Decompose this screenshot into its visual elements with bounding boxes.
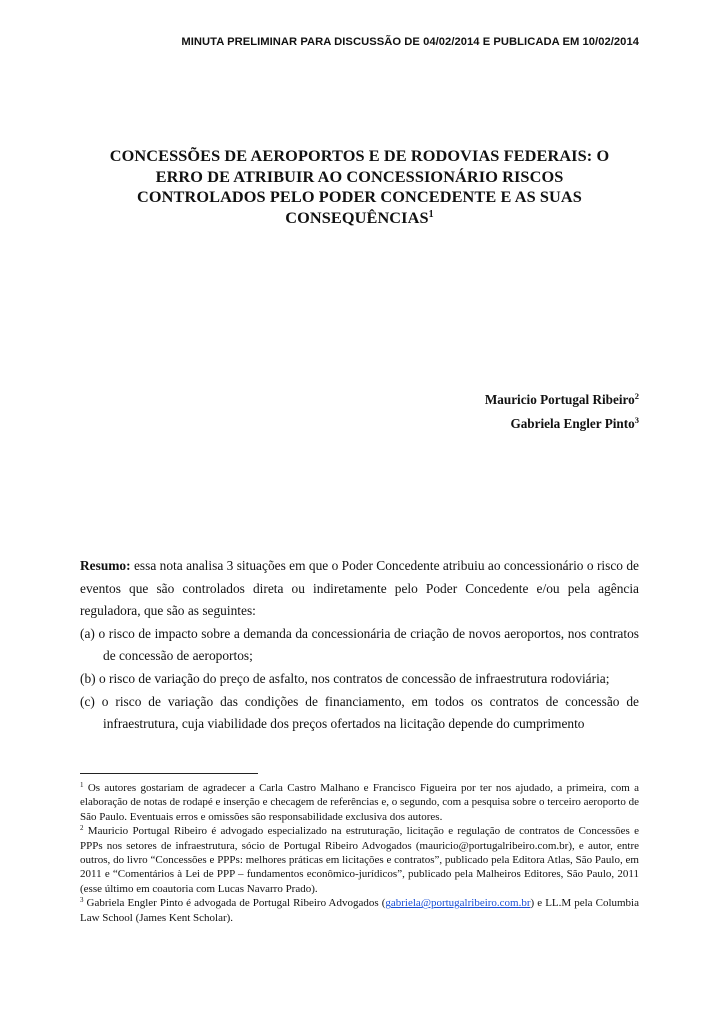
footnote-2	[80, 824, 639, 896]
footnote-mark: 2	[80, 824, 84, 833]
author-name-text: Gabriela Engler Pinto	[510, 416, 635, 431]
footnote-1	[80, 781, 639, 824]
footnote-divider	[80, 773, 258, 774]
author-name	[80, 412, 639, 436]
abstract-item: (a) o risco de impacto sobre a demanda da concessionária de criação de novos aeroportos, nos contratos de concessão de aeroportos;	[80, 625, 639, 664]
footnote-3	[80, 896, 639, 925]
abstract-text: essa nota analisa 3 situações em que o Poder Concedente atribuiu ao concessionário o risco de eventos que são controlados direta ou indiretamente pelo Poder Concedente e/ou pela agência reguladora, que são as seguintes:	[80, 558, 639, 619]
document-title	[80, 146, 639, 228]
footnote-ref-1[interactable]: 1	[428, 208, 434, 220]
title-line: CONTROLADOS PELO PODER CONCEDENTE E AS SUAS	[137, 187, 582, 206]
title-line	[80, 208, 639, 229]
footnote-text: Gabriela Engler Pinto é advogada de Portugal Ribeiro Advogados (	[83, 897, 386, 910]
abstract	[80, 555, 639, 736]
footnote-text: ) e LL.M pela Columbia Law School (James Kent Scholar).	[80, 897, 640, 924]
author-name-text: Mauricio Portugal Ribeiro	[484, 392, 635, 407]
abstract-item: (c) o risco de variação das condições de financiamento, em todos os contratos de concessão de infraestrutura, cuja viabilidade dos preços ofertados na licitação depende do cumprimento	[80, 693, 639, 732]
footnote-ref-2[interactable]: 2	[634, 391, 639, 401]
title-last-words: CONSEQUÊNCIAS	[285, 207, 429, 227]
footnote-ref-3[interactable]: 3	[634, 415, 639, 425]
author-list	[80, 388, 639, 436]
footnote-text: Os autores gostariam de agradecer a Carla Castro Malhano e Francisco Figueira por ter nos ajudado, a primeira, com a elaboração de notas de rodapé e inserção e checagem de referências e, o segundo, com a pesquisa sobre o terceiro aeroporto de São Paulo. Eventuais erros e omissões são responsabilidade exclusiva dos autores.	[80, 782, 639, 823]
title-line: CONCESSÕES DE AEROPORTOS E DE RODOVIAS FEDERAIS: O	[109, 146, 610, 165]
abstract-intro	[80, 555, 639, 623]
footnote-text: Mauricio Portugal Ribeiro é advogado especializado na estruturação, licitação e regulação de contratos de Concessões e PPPs nos setores de infraestrutura, sócio de Portugal Ribeiro Advogados (mauricio@portugalribeiro.com.br), e autor, entre outros, do livro “Concessões e PPPs: melhores práticas em licitações e contratos”, publicado pela Editora Atlas, São Paulo, em 2011 e “Comentários à Lei de PPP – fundamentos econômico-jurídicos”, publicado pela Malheiros Editores, São Paulo, 2011 (esse último em coautoria com Lucas Navarro Prado).	[80, 825, 639, 895]
footnote-mark: 1	[80, 781, 84, 789]
footnote-mark: 3	[80, 896, 84, 905]
author-name	[80, 388, 639, 412]
footnotes	[80, 781, 639, 925]
abstract-item: (b) o risco de variação do preço de asfalto, nos contratos de concessão de infraestrutura rodoviária;	[80, 670, 610, 686]
title-line: ERRO DE ATRIBUIR AO CONCESSIONÁRIO RISCOS	[155, 166, 564, 186]
abstract-label: Resumo:	[80, 558, 131, 573]
email-link[interactable]: gabriela@portugalribeiro.com.br	[385, 897, 531, 910]
page-header: MINUTA PRELIMINAR PARA DISCUSSÃO DE 04/02/2014 E PUBLICADA EM 10/02/2014	[181, 36, 639, 48]
